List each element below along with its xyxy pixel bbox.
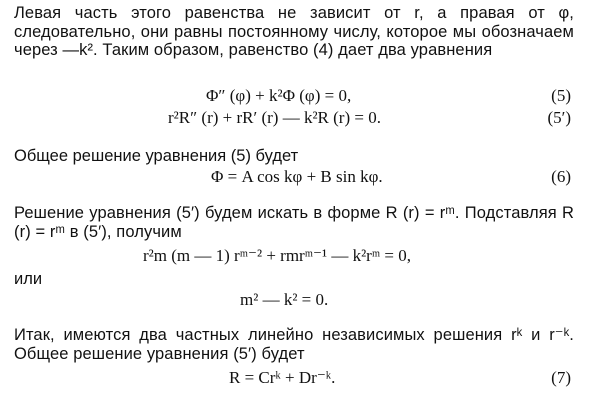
equation-6-number: (6) — [551, 167, 571, 186]
equation-5-number: (5) — [551, 86, 571, 105]
paragraph-intro: Левая часть этого равенства не зависит от r, а правая от φ, следовательно, они равны постоянному числу, которое мы обозначаем через —k². Таким образом, равенство (4) дает два уравнения — [14, 4, 574, 59]
equation-6: Φ = A cos kφ + B sin kφ. — [211, 167, 383, 186]
equation-5-prime: r²R″ (r) + rR′ (r) — k²R (r) = 0. — [168, 108, 381, 127]
equation-7: R = Crᵏ + Dr⁻ᵏ. — [229, 368, 336, 387]
general-solution-5-line: Общее решение уравнения (5) будет — [14, 147, 299, 165]
equation-7-number: (7) — [551, 368, 571, 387]
paragraph-substitution: Решение уравнения (5′) будем искать в форме R (r) = rᵐ. Подставляя R (r) = rᵐ в (5′), получим — [14, 204, 574, 241]
equation-substituted: r²m (m — 1) rᵐ⁻² + rmrᵐ⁻¹ — k²rᵐ = 0, — [143, 246, 411, 265]
or-line: или — [14, 270, 43, 288]
characteristic-equation: m² — k² = 0. — [240, 290, 329, 309]
equation-5-prime-number: (5′) — [547, 108, 571, 127]
paragraph-conclusion: Итак, имеются два частных линейно независимых решения rᵏ и r⁻ᵏ. Общее решение уравнения (5′) будет — [14, 326, 574, 363]
equation-5: Φ″ (φ) + k²Φ (φ) = 0, — [206, 86, 352, 105]
